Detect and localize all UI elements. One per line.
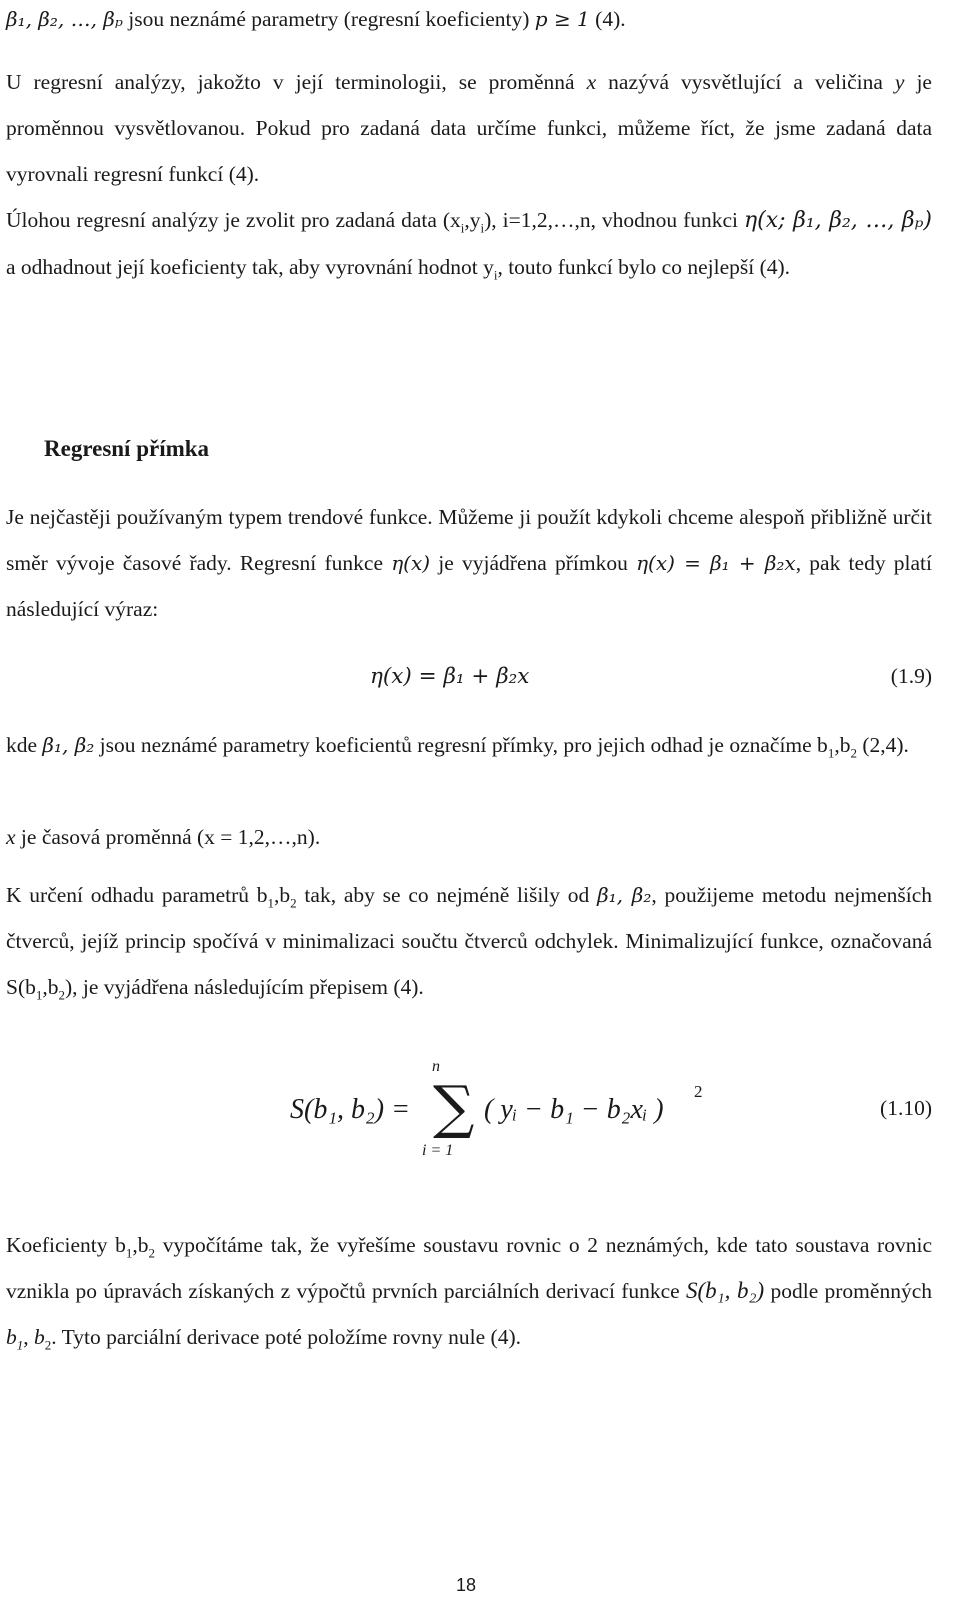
- paragraph-least-squares: K určení odhadu parametrů $b_1,b_2$ tak, aby se co nejméně lišily od β₁, β₂, použijeme metodu nejmenších čtverců, jejíž princip spočívá v minimalizaci součtu čtverců odchylek. Minimalizující funkce, označovaná $S(b_1,b_2)$, je vyjádřena následujícím přepisem (4).: [6, 883, 933, 1003]
- equation-number-1-10: (1.10): [880, 1096, 932, 1120]
- equation-lhs: S(b₁, b₂) =: [290, 1094, 411, 1125]
- equation-1-9: η(x) = β₁ + β₂x: [370, 664, 530, 689]
- eta-function-math: η(x; β₁, β₂, …, βₚ): [743, 208, 932, 233]
- paragraph-regression-terminology: U regresní analýzy, jakožto v její terminologii, se proměnná x nazývá vysvětlující a veličina y je proměnnou vysvětlovanou. Pokud pro zadaná data určíme funkci, můžeme říct, že jsme zadaná data vyrovnali regresní funkcí (4).: [6, 70, 932, 186]
- paragraph-coefficients: Koeficienty $b_1,b_2$ vypočítáme tak, že vyřešíme soustavu rovnic o 2 neznámých, kde tato soustava rovnic vznikla po úpravách získaných z výpočtů prvních parciálních derivací funkce S(b₁, b₂) podle proměnných $b_1$, $b_2$. Tyto parciální derivace poté položíme rovny nule (4).: [6, 1233, 932, 1353]
- sum-sigma-icon: ∑: [433, 1073, 475, 1141]
- paragraph-regression-line: Je nejčastěji používaným typem trendové funkce. Můžeme ji použít kdykoli chceme alespoň přibližně určit směr vývoje časové řady. Regresní funkce η(x) je vyjádřena přímkou η(x) = β₁ + β₂x, pak tedy platí následující výraz:: [6, 505, 932, 621]
- paragraph-time-variable: x je časová proměnná (x = 1,2,…,n).: [6, 825, 321, 849]
- beta-parameters-math: β₁, β₂, …, βₚ: [6, 7, 123, 31]
- equation-number-1-9: (1.9): [890, 664, 932, 688]
- paragraph-parameters-intro: β₁, β₂, …, βₚ jsou neznámé parametry (regresní koeficienty) p ≥ 1 (4).: [6, 7, 626, 31]
- equation-1-10: [290, 1058, 730, 1159]
- paragraph-parameter-estimates: kde β₁, β₂ jsou neznámé parametry koeficientů regresní přímky, pro jejich odhad je označíme $b_1,b_2$ (2,4).: [6, 733, 909, 761]
- equation-rhs: ( yᵢ − b₁ − b₂xᵢ ): [484, 1094, 664, 1125]
- equation-power: 2: [694, 1082, 703, 1101]
- page-number: 18: [456, 1575, 477, 1595]
- section-heading: Regresní přímka: [44, 436, 210, 461]
- paragraph-regression-task: Úlohou regresní analýzy je zvolit pro zadaná data $(x_i,y_i)$, i=1,2,…,n, vhodnou funkci η(x; β₁, β₂, …, βₚ) a odhadnout její koeficienty tak, aby vyrovnání hodnot $y_i$, touto funkcí bylo co nejlepší (4).: [6, 208, 932, 283]
- sum-upper-limit: n: [432, 1058, 440, 1075]
- sum-lower-limit: i = 1: [422, 1142, 454, 1159]
